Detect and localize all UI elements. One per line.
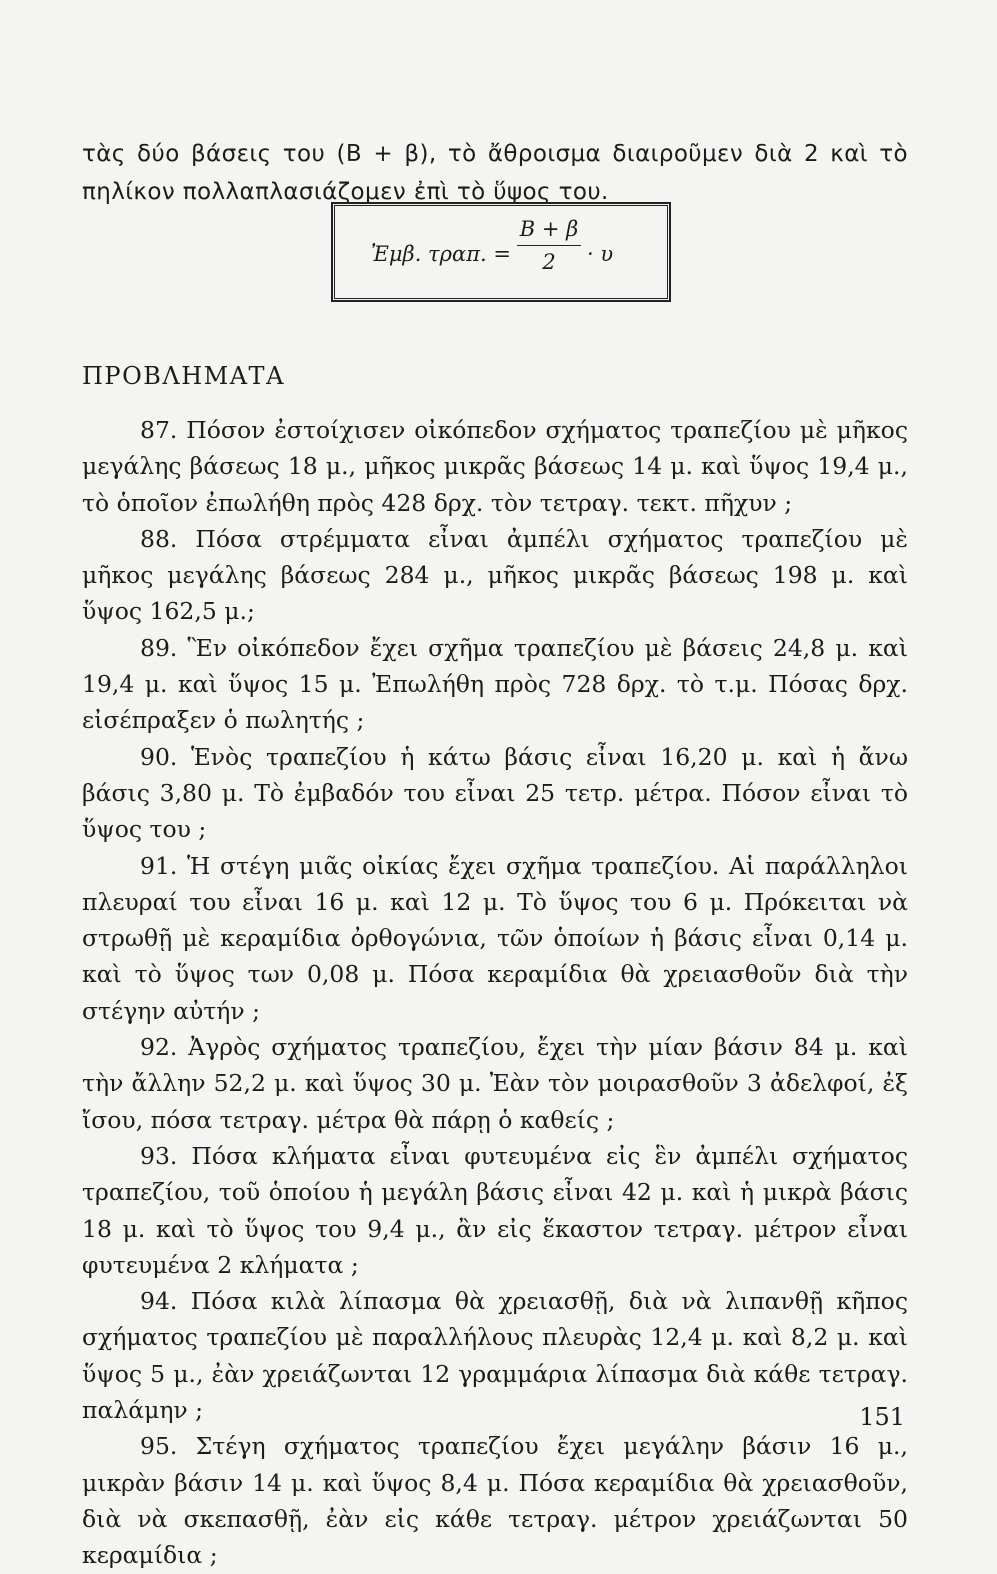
formula-denominator: 2 — [542, 250, 556, 274]
problem-93: 93. Πόσα κλήματα εἶναι φυτευμένα εἰς ἓν ἀμπέλι σχήματος τραπεζίου, τοῦ ὁποίου ἡ μεγάλη βάσις εἶναι 42 μ. καὶ ἡ μικρὰ βάσις 18 μ. καὶ τὸ ὕψος του 9,4 μ., ἂν εἰς ἕκαστον τετραγ. μέτρον εἶναι φυτευμένα 2 κλήματα ; — [82, 1141, 908, 1279]
problem-90: 90. Ἑνὸς τραπεζίου ἡ κάτω βάσις εἶναι 16,20 μ. καὶ ἡ ἄνω βάσις 3,80 μ. Τὸ ἐμβαδόν του εἶναι 25 τετρ. μέτρα. Πόσον εἶναι τὸ ὕψος του ; — [82, 742, 908, 844]
formula-fraction — [517, 216, 581, 275]
problem-91: 91. Ἡ στέγη μιᾶς οἰκίας ἔχει σχῆμα τραπεζίου. Αἱ παράλληλοι πλευραί του εἶναι 16 μ. καὶ 12 μ. Τὸ ὕψος του 6 μ. Πρόκειται νὰ στρωθῇ μὲ κεραμίδια ὀρθογώνια, τῶν ὁποίων ἡ βάσις εἶναι 0,14 μ. καὶ τὸ ὕψος των 0,08 μ. Πόσα κεραμίδια θὰ χρειασθοῦν διὰ τὴν στέγην αὐτήν ; — [82, 851, 908, 1025]
problem-94: 94. Πόσα κιλὰ λίπασμα θὰ χρειασθῇ, διὰ νὰ λιπανθῇ κῆπος σχήματος τραπεζίου μὲ παραλλήλους πλευρὰς 12,4 μ. καὶ 8,2 μ. καὶ ὕψος 5 μ., ἐὰν χρειάζωνται 12 γραμμάρια λίπασμα διὰ κάθε τετραγ. παλάμην ; — [82, 1287, 908, 1425]
formula-lhs: Ἐμβ. τραπ. = — [371, 242, 511, 266]
fraction-bar — [517, 245, 581, 246]
problem-list — [82, 412, 908, 1574]
intro-paragraph: τὰς δύο βάσεις του (Β + β), τὸ ἄθροισμα διαιροῦμεν διὰ 2 καὶ τὸ πηλίκον πολλαπλασιάζομεν ἐπὶ τὸ ὕψος του. — [82, 141, 908, 205]
problem-87: 87. Πόσον ἐστοίχισεν οἰκόπεδον σχήματος τραπεζίου μὲ μῆκος μεγάλης βάσεως 18 μ., μῆκος μικρᾶς βάσεως 14 μ. καὶ ὕψος 19,4 μ., τὸ ὁποῖον ἐπωλήθη πρὸς 428 δρχ. τὸν τετραγ. τεκτ. πῆχυν ; — [82, 416, 908, 517]
trapezoid-area-formula — [371, 212, 651, 292]
page-number: 151 — [859, 1403, 905, 1431]
section-title: ΠΡΟΒΛΗΜΑΤΑ — [82, 361, 285, 390]
problem-89: 89. Ἓν οἰκόπεδον ἔχει σχῆμα τραπεζίου μὲ βάσεις 24,8 μ. καὶ 19,4 μ. καὶ ὕψος 15 μ. Ἐπωλήθη πρὸς 728 δρχ. τὸ τ.μ. Πόσας δρχ. εἰσέπραξεν ὁ πωλητής ; — [82, 633, 908, 735]
formula-rhs: · υ — [587, 242, 614, 266]
problem-92: 92. Ἀγρὸς σχήματος τραπεζίου, ἔχει τὴν μίαν βάσιν 84 μ. καὶ τὴν ἄλλην 52,2 μ. καὶ ὕψος 30 μ. Ἐὰν τὸν μοιρασθοῦν 3 ἀδελφοί, ἐξ ἴσου, πόσα τετραγ. μέτρα θὰ πάρῃ ὁ καθείς ; — [82, 1033, 908, 1134]
formula-numerator: Β + β — [519, 217, 579, 241]
problem-88: 88. Πόσα στρέμματα εἶναι ἀμπέλι σχήματος τραπεζίου μὲ μῆκος μεγάλης βάσεως 284 μ., μῆκος μικρᾶς βάσεως 198 μ. καὶ ὕψος 162,5 μ.; — [82, 524, 908, 626]
formula-box — [331, 202, 671, 302]
problem-95: 95. Στέγη σχήματος τραπεζίου ἔχει μεγάλην βάσιν 16 μ., μικρὰν βάσιν 14 μ. καὶ ὕψος 8,4 μ. Πόσα κεραμίδια θὰ χρειασθοῦν, διὰ νὰ σκεπασθῇ, ἐὰν εἰς κάθε τετραγ. μέτρον χρειάζωνται 50 κεραμίδια ; — [82, 1432, 908, 1570]
